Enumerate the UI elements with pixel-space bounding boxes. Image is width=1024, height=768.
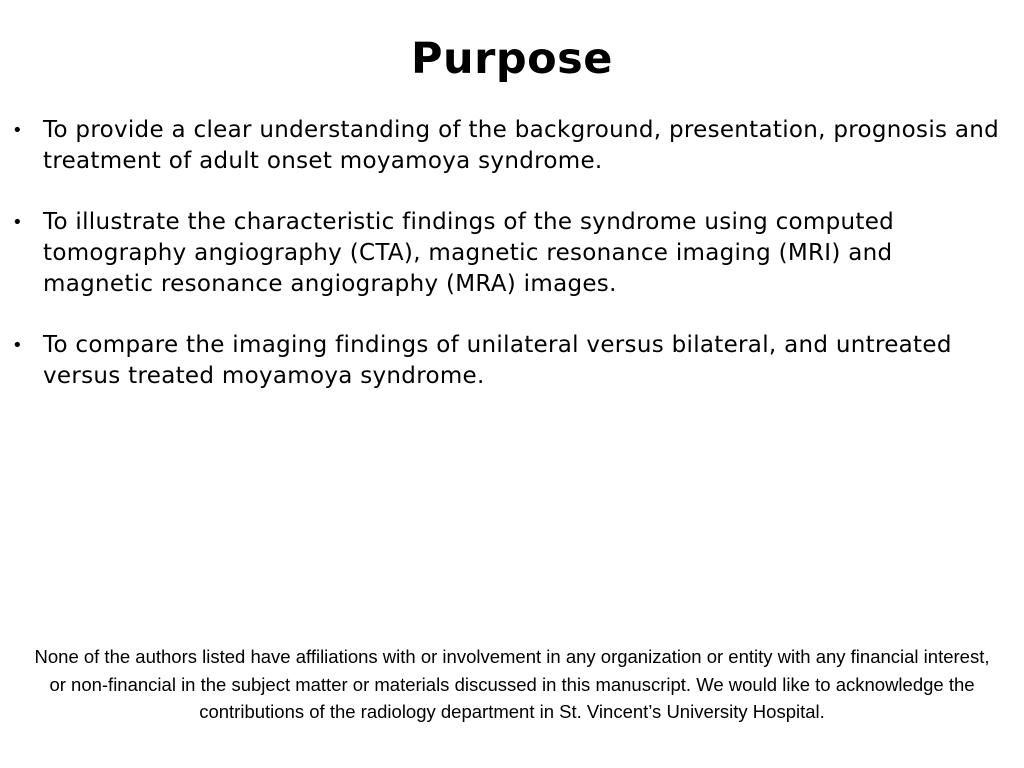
bullet-marker: • <box>12 335 23 356</box>
bullet-item-2 <box>10 207 1010 300</box>
bullet-item-3 <box>10 330 1010 392</box>
bullet-text: To provide a clear understanding of the background, presentation, prognosis and treatment of adult onset moyamoya syndrome. <box>43 117 1000 174</box>
slide-title: Purpose <box>411 34 613 84</box>
disclosure-footer: None of the authors listed have affiliations with or involvement in any organization or entity with any financial interest, or non-financial in the subject matter or materials discussed in this manuscript. We would like to acknowledge the contributions of the radiology department in St. Vincent’s University Hospital. <box>34 646 990 722</box>
bullet-list <box>10 115 1010 422</box>
bullet-text: To compare the imaging findings of unilateral versus bilateral, and untreated versus treated moyamoya syndrome. <box>43 332 952 389</box>
bullet-item-1 <box>10 115 1010 177</box>
bullet-marker: • <box>12 120 23 141</box>
bullet-marker: • <box>12 212 23 233</box>
bullet-text: To illustrate the characteristic findings of the syndrome using computed tomography angiography (CTA), magnetic resonance imaging (MRI) and magnetic resonance angiography (MRA) images. <box>43 209 895 297</box>
